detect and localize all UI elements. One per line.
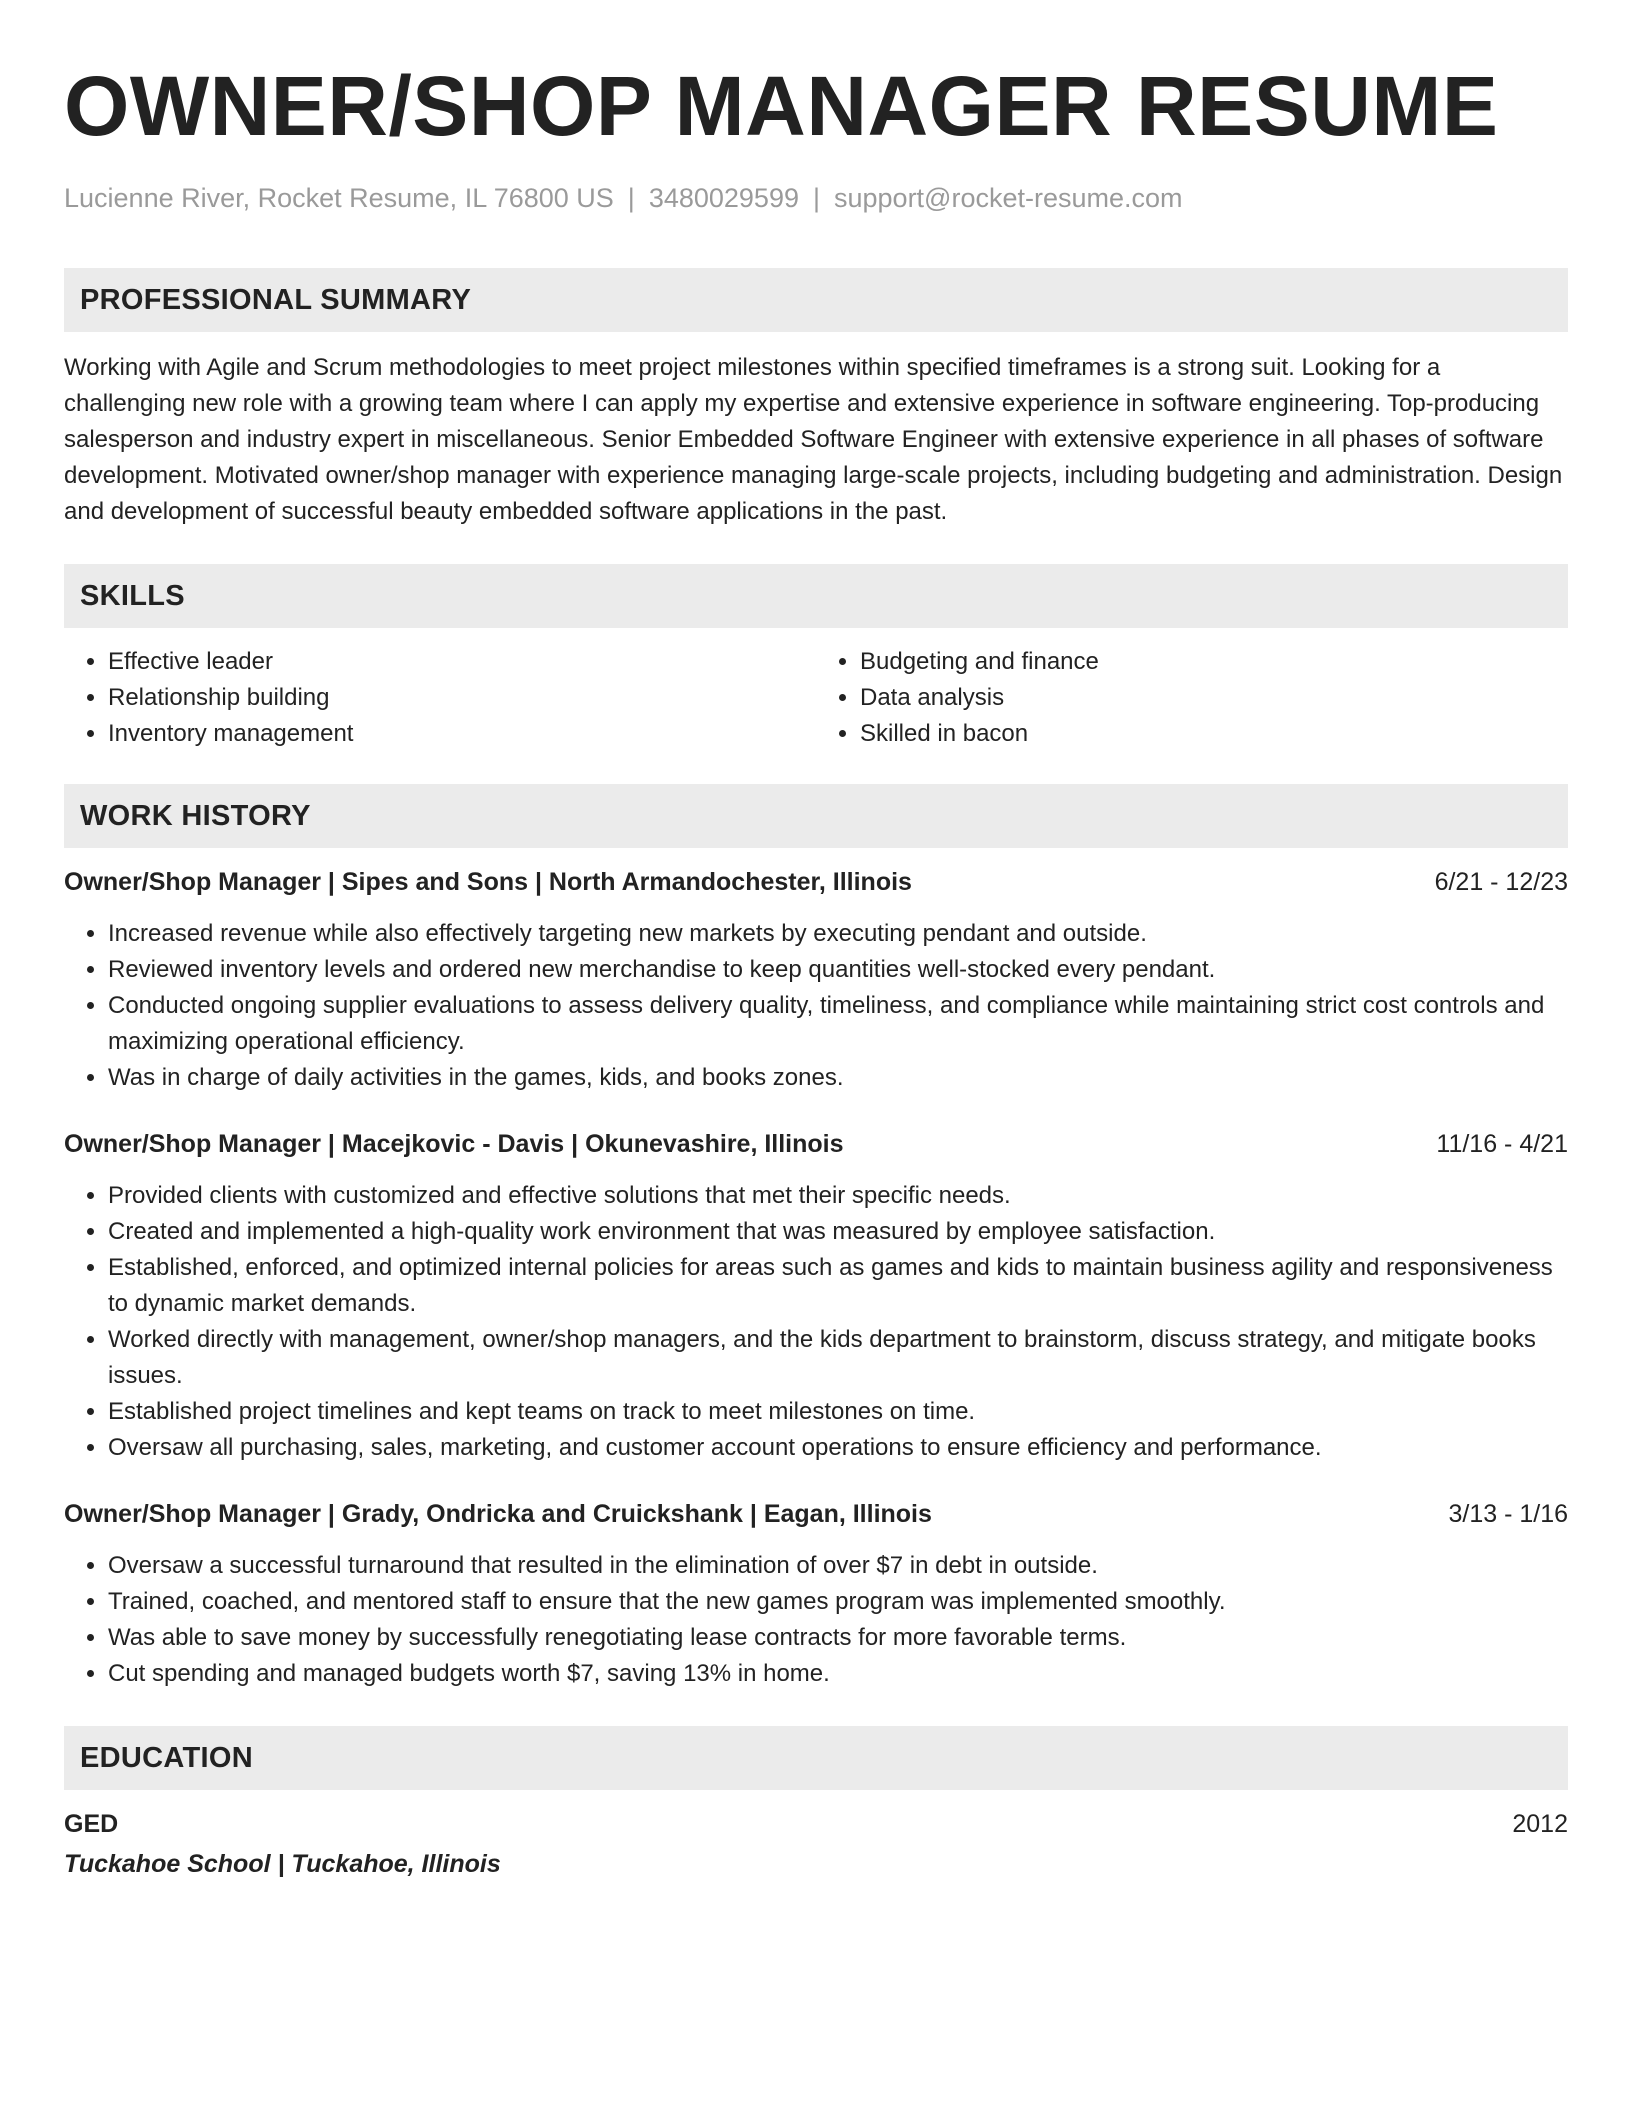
section-header-skills: SKILLS	[64, 564, 1568, 628]
education-school: Tuckahoe School | Tuckahoe, Illinois	[64, 1850, 501, 1878]
education-year: 2012	[1512, 1810, 1568, 1838]
job-bullet: • Oversaw all purchasing, sales, marketing, and customer account operations to ensure efficiency and performance.	[108, 1430, 1568, 1466]
job-entry	[64, 1496, 1568, 1692]
job-bullet: • Established project timelines and kept teams on track to meet milestones on time.	[108, 1394, 1568, 1430]
contact-address: Lucienne River, Rocket Resume, IL 76800 US	[64, 183, 614, 213]
job-bullet: • Created and implemented a high-quality work environment that was measured by employee satisfaction.	[108, 1214, 1568, 1250]
job-bullet: • Was able to save money by successfully renegotiating lease contracts for more favorable terms.	[108, 1620, 1568, 1656]
skill-item: • Skilled in bacon	[860, 716, 1568, 752]
job-bullet: • Provided clients with customized and effective solutions that met their specific needs.	[108, 1178, 1568, 1214]
skill-item: • Inventory management	[108, 716, 816, 752]
job-bullets	[64, 916, 1568, 1096]
section-header-summary: PROFESSIONAL SUMMARY	[64, 268, 1568, 332]
job-dates: 6/21 - 12/23	[1434, 868, 1568, 896]
job-title: Owner/Shop Manager | Sipes and Sons | North Armandochester, Illinois	[64, 868, 912, 896]
skills-list	[64, 644, 1568, 752]
job-bullet: • Increased revenue while also effectively targeting new markets by executing pendant and outside.	[108, 916, 1568, 952]
job-dates: 11/16 - 4/21	[1436, 1130, 1568, 1158]
contact-line	[64, 180, 1568, 216]
job-header	[64, 864, 1568, 900]
resume-title: OWNER/SHOP MANAGER RESUME	[64, 59, 1499, 153]
contact-separator: |	[627, 183, 635, 213]
skill-item: • Budgeting and finance	[860, 644, 1568, 680]
job-dates: 3/13 - 1/16	[1448, 1500, 1568, 1528]
job-header	[64, 1496, 1568, 1532]
job-entry	[64, 1126, 1568, 1466]
skill-item: • Data analysis	[860, 680, 1568, 716]
job-bullet: • Was in charge of daily activities in the games, kids, and books zones.	[108, 1060, 1568, 1096]
education-degree: GED	[64, 1810, 119, 1838]
skill-item: • Effective leader	[108, 644, 816, 680]
job-bullets	[64, 1548, 1568, 1692]
job-bullet: • Worked directly with management, owner/shop managers, and the kids department to brainstorm, discuss strategy, and mitigate books issues.	[108, 1322, 1568, 1394]
job-bullet: • Oversaw a successful turnaround that resulted in the elimination of over $7 in debt in outside.	[108, 1548, 1568, 1584]
job-header	[64, 1126, 1568, 1162]
job-bullet: • Reviewed inventory levels and ordered new merchandise to keep quantities well-stocked every pendant.	[108, 952, 1568, 988]
job-bullet: • Cut spending and managed budgets worth $7, saving 13% in home.	[108, 1656, 1568, 1692]
summary-text: Working with Agile and Scrum methodologies to meet project milestones within specified timeframes is a strong suit. Looking for a challenging new role with a growing team where I can apply my expertise and extensive experience in software engineering. Top-producing salesperson and industry expert in miscellaneous. Senior Embedded Software Engineer with extensive experience in all phases of software development. Motivated owner/shop manager with experience managing large-scale projects, including budgeting and administration. Design and development of successful beauty embedded software applications in the past.	[64, 354, 1563, 525]
skills-column-left	[64, 644, 816, 752]
section-header-work: WORK HISTORY	[64, 784, 1568, 848]
job-bullet: • Trained, coached, and mentored staff to ensure that the new games program was implemented smoothly.	[108, 1584, 1568, 1620]
job-bullets	[64, 1178, 1568, 1466]
job-entry	[64, 864, 1568, 1096]
contact-phone: 3480029599	[648, 183, 799, 213]
job-bullet: • Conducted ongoing supplier evaluations to assess delivery quality, timeliness, and compliance while maintaining strict cost controls and maximizing operational efficiency.	[108, 988, 1568, 1060]
skill-item: • Relationship building	[108, 680, 816, 716]
contact-separator: |	[812, 183, 820, 213]
section-header-education: EDUCATION	[64, 1726, 1568, 1790]
education-header	[64, 1806, 1568, 1842]
job-bullet: • Established, enforced, and optimized internal policies for areas such as games and kids to maintain business agility and responsiveness to dynamic market demands.	[108, 1250, 1568, 1322]
job-title: Owner/Shop Manager | Macejkovic - Davis | Okunevashire, Illinois	[64, 1130, 844, 1158]
job-title: Owner/Shop Manager | Grady, Ondricka and Cruickshank | Eagan, Illinois	[64, 1500, 932, 1528]
contact-email: support@rocket-resume.com	[834, 183, 1183, 213]
skills-column-right	[816, 644, 1568, 752]
